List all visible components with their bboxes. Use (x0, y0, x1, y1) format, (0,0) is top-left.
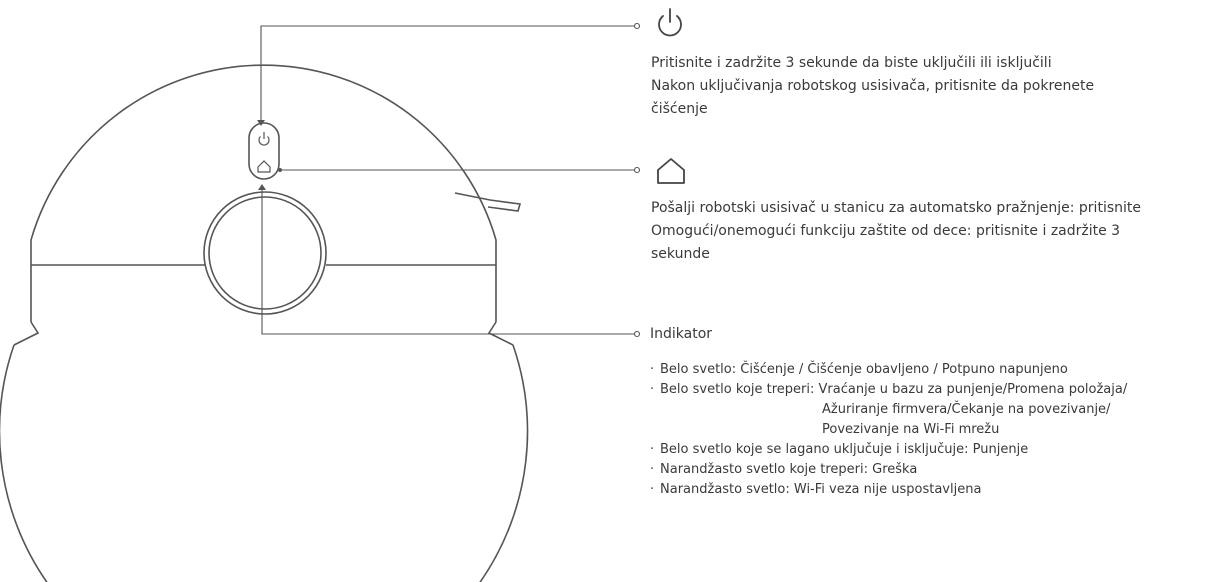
lds-turret-outer (204, 192, 326, 314)
indicator-callout-arrow (258, 184, 266, 190)
power-callout-line (261, 26, 635, 120)
home-callout-dot (278, 168, 282, 172)
power-icon (659, 9, 681, 35)
side-brush-arm (455, 193, 520, 211)
power-description-line-2: Nakon uključivanja robotskog usisivača, pritisnite da pokrenete (651, 78, 1095, 94)
robot-outer-shell (0, 345, 528, 582)
indicator-item: · Narandžasto svetlo koje treperi: Greška (650, 462, 918, 477)
indicator-item: · Belo svetlo: Čišćenje / Čišćenje obavljeno / Potpuno napunjeno (650, 362, 1068, 377)
power-description-line-1: Pritisnite i zadržite 3 sekunde da biste uključili ili isključili (651, 55, 1052, 71)
robot-top-cover (31, 65, 496, 322)
indicator-item-continuation: Povezivanje na Wi-Fi mrežu (822, 422, 1000, 437)
lds-turret-inner (209, 197, 321, 309)
bumper-left-joint (14, 322, 38, 345)
indicator-item: · Belo svetlo koje treperi: Vraćanje u bazu za punjenje/Promena položaja/ (650, 382, 1128, 397)
indicator-title: Indikator (650, 326, 713, 342)
button-panel (249, 123, 279, 179)
indicator-callout-end (635, 332, 640, 337)
home-description-line-2: Omogući/onemogući funkciju zaštite od dece: pritisnite i zadržite 3 (651, 223, 1121, 239)
robot-power-button-icon[interactable] (259, 132, 269, 145)
power-description-line-3: čišćenje (651, 101, 708, 117)
home-icon (658, 159, 684, 183)
robot-home-button-icon[interactable] (258, 161, 270, 172)
home-description-line-3: sekunde (651, 246, 710, 262)
indicator-item: · Belo svetlo koje se lagano uključuje i isključuje: Punjenje (650, 442, 1029, 457)
indicator-item: · Narandžasto svetlo: Wi-Fi veza nije uspostavljena (650, 482, 982, 497)
home-description-line-1: Pošalji robotski usisivač u stanicu za automatsko pražnjenje: pritisnite (651, 200, 1141, 216)
indicator-item-continuation: Ažuriranje firmvera/Čekanje na povezivanje/ (822, 402, 1111, 417)
home-callout-end (635, 168, 640, 173)
indicator-callout-line (262, 190, 635, 334)
power-callout-end (635, 24, 640, 29)
